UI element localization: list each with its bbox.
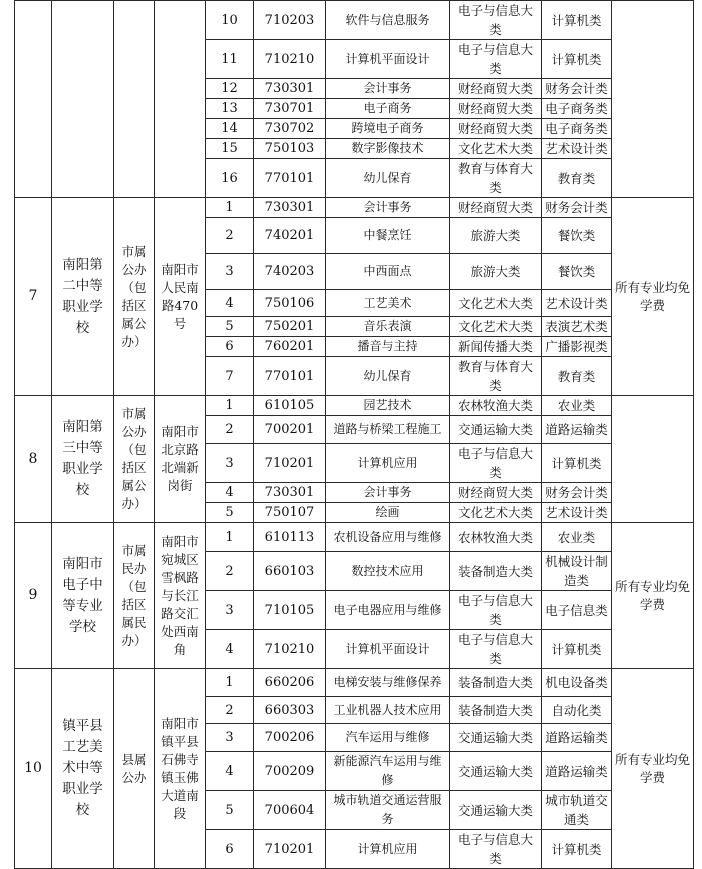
major-class: 表演艺术类 — [542, 317, 612, 337]
row-seq: 5 — [206, 317, 254, 337]
row-seq: 2 — [206, 416, 254, 444]
row-seq: 1 — [206, 396, 254, 416]
major-category: 财经商贸大类 — [450, 119, 542, 139]
major-category: 新闻传播大类 — [450, 337, 542, 357]
major-name: 电子商务 — [326, 99, 450, 119]
major-class: 农业类 — [542, 396, 612, 416]
major-class: 自动化类 — [542, 697, 612, 724]
major-code: 700206 — [254, 724, 326, 752]
major-name: 工业机器人技术应用 — [326, 697, 450, 724]
major-class: 财务会计类 — [542, 198, 612, 218]
major-category: 农林牧渔大类 — [450, 396, 542, 416]
major-code: 660103 — [254, 552, 326, 591]
major-code: 710201 — [254, 830, 326, 869]
school-number: 9 — [15, 523, 52, 669]
major-category: 文化艺术大类 — [450, 503, 542, 523]
major-category: 电子与信息大类 — [450, 40, 542, 79]
major-category: 财经商贸大类 — [450, 483, 542, 503]
major-code: 710203 — [254, 1, 326, 40]
major-code: 710201 — [254, 444, 326, 483]
row-seq: 2 — [206, 552, 254, 591]
major-code: 730301 — [254, 198, 326, 218]
major-class: 道路运输类 — [542, 724, 612, 752]
major-name: 会计事务 — [326, 198, 450, 218]
row-seq: 3 — [206, 724, 254, 752]
row-seq: 1 — [206, 198, 254, 218]
major-name: 幼儿保育 — [326, 357, 450, 396]
row-seq: 3 — [206, 254, 254, 290]
school-address-cell — [155, 1, 206, 198]
row-seq: 6 — [206, 337, 254, 357]
major-code: 770101 — [254, 159, 326, 198]
major-category: 教育与体育大类 — [450, 357, 542, 396]
row-seq: 11 — [206, 40, 254, 79]
row-seq: 4 — [206, 752, 254, 791]
major-class: 广播影视类 — [542, 337, 612, 357]
major-category: 电子与信息大类 — [450, 630, 542, 669]
school-name: 南阳第二中等职业学校 — [52, 198, 114, 396]
row-seq: 3 — [206, 444, 254, 483]
row-seq: 12 — [206, 79, 254, 99]
major-category: 旅游大类 — [450, 254, 542, 290]
note-cell — [612, 1, 694, 198]
school-name-cell — [52, 1, 114, 198]
major-name: 中餐烹饪 — [326, 218, 450, 254]
major-class: 计算机类 — [542, 40, 612, 79]
row-seq: 10 — [206, 1, 254, 40]
school-number: 10 — [15, 669, 52, 869]
major-code: 710210 — [254, 630, 326, 669]
major-name: 会计事务 — [326, 483, 450, 503]
major-category: 交通运输大类 — [450, 791, 542, 830]
school-number-cell — [15, 1, 52, 198]
row-seq: 2 — [206, 697, 254, 724]
major-category: 财经商贸大类 — [450, 79, 542, 99]
major-name: 电子电器应用与维修 — [326, 591, 450, 630]
major-code: 730701 — [254, 99, 326, 119]
major-name: 计算机平面设计 — [326, 630, 450, 669]
major-class: 机械设计制造类 — [542, 552, 612, 591]
major-category: 文化艺术大类 — [450, 139, 542, 159]
major-name: 城市轨道交通运营服务 — [326, 791, 450, 830]
major-class: 餐饮类 — [542, 254, 612, 290]
major-code: 700604 — [254, 791, 326, 830]
row-seq: 4 — [206, 290, 254, 317]
major-class: 财务会计类 — [542, 79, 612, 99]
table-row — [15, 1, 694, 40]
major-class: 电子商务类 — [542, 99, 612, 119]
major-code: 610105 — [254, 396, 326, 416]
major-class: 城市轨道交通类 — [542, 791, 612, 830]
major-code: 750106 — [254, 290, 326, 317]
major-category: 电子与信息大类 — [450, 591, 542, 630]
school-address: 南阳市镇平县石佛寺镇玉佛大道南段 — [155, 669, 206, 869]
major-class: 艺术设计类 — [542, 139, 612, 159]
major-class: 财务会计类 — [542, 483, 612, 503]
major-class: 计算机类 — [542, 1, 612, 40]
major-category: 电子与信息大类 — [450, 1, 542, 40]
major-name: 计算机应用 — [326, 830, 450, 869]
major-class: 艺术设计类 — [542, 290, 612, 317]
major-class: 电子信息类 — [542, 591, 612, 630]
school-type: 市属民办（包括区属民办） — [114, 523, 155, 669]
major-name: 音乐表演 — [326, 317, 450, 337]
major-class: 计算机类 — [542, 830, 612, 869]
major-name: 播音与主持 — [326, 337, 450, 357]
major-name: 绘画 — [326, 503, 450, 523]
major-category: 装备制造大类 — [450, 669, 542, 697]
major-category: 电子与信息大类 — [450, 444, 542, 483]
major-name: 电梯安装与维修保养 — [326, 669, 450, 697]
row-seq: 1 — [206, 669, 254, 697]
fee-note: 所有专业均免学费 — [612, 198, 694, 396]
major-category: 装备制造大类 — [450, 697, 542, 724]
major-class: 教育类 — [542, 357, 612, 396]
major-class: 计算机类 — [542, 630, 612, 669]
major-name: 幼儿保育 — [326, 159, 450, 198]
row-seq: 1 — [206, 523, 254, 552]
major-code: 740201 — [254, 218, 326, 254]
major-name: 工艺美术 — [326, 290, 450, 317]
school-majors-table — [14, 0, 694, 869]
row-seq: 13 — [206, 99, 254, 119]
row-seq: 15 — [206, 139, 254, 159]
major-code: 750107 — [254, 503, 326, 523]
major-category: 教育与体育大类 — [450, 159, 542, 198]
major-category: 文化艺术大类 — [450, 290, 542, 317]
major-code: 710105 — [254, 591, 326, 630]
major-category: 交通运输大类 — [450, 752, 542, 791]
school-number: 7 — [15, 198, 52, 396]
major-code: 710210 — [254, 40, 326, 79]
major-name: 数控技术应用 — [326, 552, 450, 591]
major-category: 财经商贸大类 — [450, 99, 542, 119]
major-code: 730301 — [254, 483, 326, 503]
major-class: 教育类 — [542, 159, 612, 198]
table-row — [15, 198, 694, 218]
major-name: 汽车运用与维修 — [326, 724, 450, 752]
table-body — [15, 1, 694, 869]
major-category: 旅游大类 — [450, 218, 542, 254]
major-code: 750201 — [254, 317, 326, 337]
major-category: 交通运输大类 — [450, 416, 542, 444]
table-row — [15, 396, 694, 416]
row-seq: 4 — [206, 483, 254, 503]
major-class: 道路运输类 — [542, 416, 612, 444]
major-code: 760201 — [254, 337, 326, 357]
school-type: 县属公办 — [114, 669, 155, 869]
school-type: 市属公办（包括区属公办） — [114, 198, 155, 396]
major-class: 计算机类 — [542, 444, 612, 483]
major-class: 农业类 — [542, 523, 612, 552]
row-seq: 2 — [206, 218, 254, 254]
school-name: 南阳市电子中等专业学校 — [52, 523, 114, 669]
major-category: 交通运输大类 — [450, 724, 542, 752]
row-seq: 16 — [206, 159, 254, 198]
major-class: 机电设备类 — [542, 669, 612, 697]
major-code: 660206 — [254, 669, 326, 697]
major-name: 农机设备应用与维修 — [326, 523, 450, 552]
major-code: 700201 — [254, 416, 326, 444]
row-seq: 7 — [206, 357, 254, 396]
row-seq: 6 — [206, 830, 254, 869]
major-class: 电子商务类 — [542, 119, 612, 139]
major-class: 艺术设计类 — [542, 503, 612, 523]
major-name: 软件与信息服务 — [326, 1, 450, 40]
major-category: 农林牧渔大类 — [450, 523, 542, 552]
major-category: 财经商贸大类 — [450, 198, 542, 218]
major-name: 计算机应用 — [326, 444, 450, 483]
school-address: 南阳市北京路北端新岗街 — [155, 396, 206, 523]
major-name: 跨境电子商务 — [326, 119, 450, 139]
major-name: 中西面点 — [326, 254, 450, 290]
row-seq: 14 — [206, 119, 254, 139]
major-code: 700209 — [254, 752, 326, 791]
major-name: 数字影像技术 — [326, 139, 450, 159]
major-category: 文化艺术大类 — [450, 317, 542, 337]
school-address: 南阳市宛城区雪枫路与长江路交汇处西南角 — [155, 523, 206, 669]
school-name: 镇平县工艺美术中等职业学校 — [52, 669, 114, 869]
major-name: 会计事务 — [326, 79, 450, 99]
major-code: 770101 — [254, 357, 326, 396]
row-seq: 4 — [206, 630, 254, 669]
major-category: 装备制造大类 — [450, 552, 542, 591]
table-row — [15, 669, 694, 697]
major-class: 餐饮类 — [542, 218, 612, 254]
major-code: 740203 — [254, 254, 326, 290]
fee-note: 所有专业均免学费 — [612, 523, 694, 669]
row-seq: 5 — [206, 503, 254, 523]
major-code: 660303 — [254, 697, 326, 724]
fee-note: 所有专业均免学费 — [612, 669, 694, 869]
major-code: 730301 — [254, 79, 326, 99]
school-address: 南阳市人民南路470号 — [155, 198, 206, 396]
table-row — [15, 523, 694, 552]
major-name: 新能源汽车运用与维修 — [326, 752, 450, 791]
school-name: 南阳第三中等职业学校 — [52, 396, 114, 523]
major-name: 计算机平面设计 — [326, 40, 450, 79]
major-code: 730702 — [254, 119, 326, 139]
school-type: 市属公办（包括区属公办） — [114, 396, 155, 523]
fee-note — [612, 396, 694, 523]
row-seq: 5 — [206, 791, 254, 830]
major-code: 750103 — [254, 139, 326, 159]
school-number: 8 — [15, 396, 52, 523]
row-seq: 3 — [206, 591, 254, 630]
school-type-cell — [114, 1, 155, 198]
major-name: 道路与桥梁工程施工 — [326, 416, 450, 444]
major-class: 道路运输类 — [542, 752, 612, 791]
major-code: 610113 — [254, 523, 326, 552]
major-category: 电子与信息大类 — [450, 830, 542, 869]
major-name: 园艺技术 — [326, 396, 450, 416]
